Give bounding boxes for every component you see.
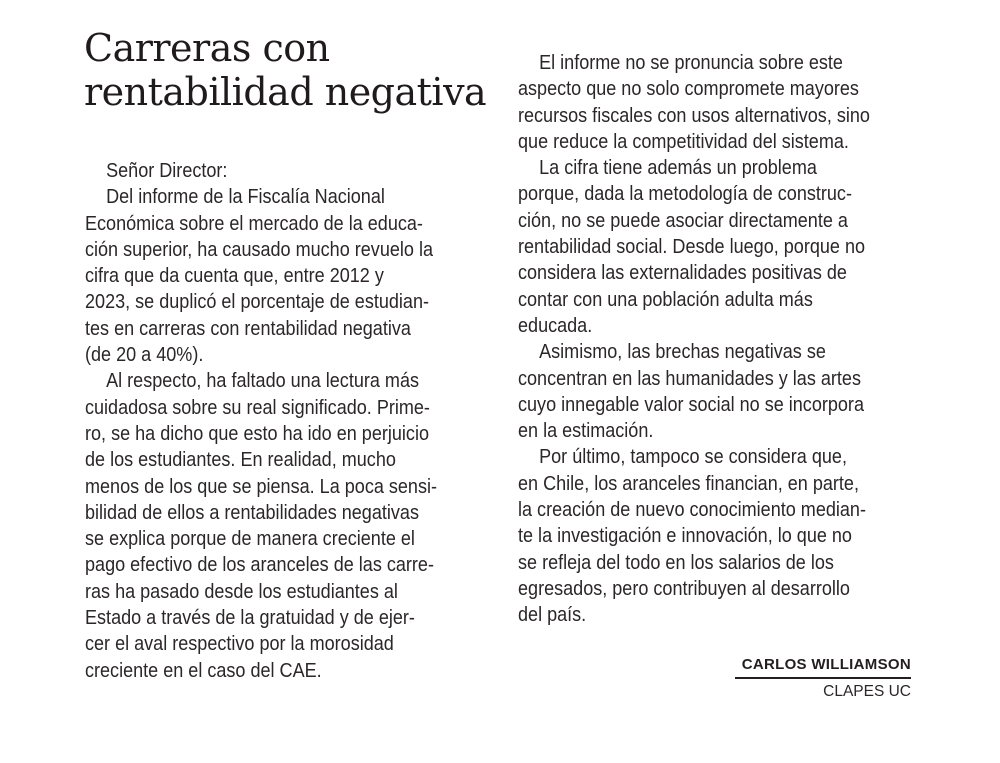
text-line: que reduce la competitividad del sistema.: [518, 129, 849, 153]
text-line: creciente en el caso del CAE.: [85, 658, 322, 682]
text-line: del país.: [518, 603, 587, 627]
text-line: concentran en las humanidades y las artes: [518, 366, 861, 390]
right-column: [518, 50, 914, 629]
text-line: Del informe de la Fiscalía Nacional: [106, 185, 385, 209]
text-line: educada.: [518, 313, 593, 337]
text-line: ras ha pasado desde los estudiantes al: [85, 579, 398, 603]
text-line: Estado a través de la gratuidad y de ejer-: [85, 606, 415, 630]
author-organization: CLAPES UC: [823, 683, 911, 700]
text-line: se explica porque de manera creciente el: [85, 527, 415, 551]
text-line: egresados, pero contribuyen al desarrollo: [518, 576, 850, 600]
text-line: cifra que da cuenta que, entre 2012 y: [85, 264, 384, 288]
text-line: (de 20 a 40%).: [85, 343, 204, 367]
text-line: cuidadosa sobre su real significado. Prime-: [85, 395, 430, 419]
text-line: bilidad de ellos a rentabilidades negativas: [85, 500, 419, 524]
text-line: La cifra tiene además un problema: [539, 156, 817, 180]
text-line: Asimismo, las brechas negativas se: [539, 340, 826, 364]
text-line: ción, no se puede asociar directamente a: [518, 208, 848, 232]
signature-block: [735, 656, 911, 701]
text-line: El informe no se pronuncia sobre este: [539, 51, 843, 74]
text-line: ción superior, ha causado mucho revuelo la: [85, 237, 433, 261]
text-line: Económica sobre el mercado de la educa-: [85, 211, 423, 235]
text-line: de los estudiantes. En realidad, mucho: [85, 448, 396, 472]
text-line: tes en carreras con rentabilidad negativa: [85, 316, 411, 340]
text-line: en Chile, los aranceles financian, en parte,: [518, 471, 859, 495]
text-line: 2023, se duplicó el porcentaje de estudian-: [85, 290, 430, 314]
text-line: cer el aval respectivo por la morosidad: [85, 632, 394, 656]
author-name: CARLOS WILLIAMSON: [735, 656, 911, 679]
text-line: Al respecto, ha faltado una lectura más: [106, 369, 420, 393]
text-line: recursos fiscales con usos alternativos, sino: [518, 103, 870, 127]
text-line: contar con una población adulta más: [518, 287, 813, 311]
text-line: cuyo innegable valor social no se incorpora: [518, 392, 864, 416]
text-line: considera las externalidades positivas de: [518, 261, 847, 285]
text-line: se refleja del todo en los salarios de los: [518, 550, 834, 574]
text-line: Por último, tampoco se considera que,: [539, 445, 847, 469]
article-title: [84, 26, 504, 114]
text-line: rentabilidad social. Desde luego, porque no: [518, 235, 866, 259]
text-line: te la investigación e innovación, lo que no: [518, 524, 852, 548]
text-line: en la estimación.: [518, 419, 654, 443]
text-line: aspecto que no solo compromete mayores: [518, 77, 859, 101]
text-line: Señor Director:: [106, 159, 228, 182]
text-line: porque, dada la metodología de construc-: [518, 182, 852, 206]
text-line: ro, se ha dicho que esto ha ido en perjuicio: [85, 421, 429, 445]
title-line-2: rentabilidad negativa: [84, 70, 487, 114]
text-line: la creación de nuevo conocimiento median-: [518, 498, 866, 522]
left-column: [85, 158, 472, 684]
title-line-1: Carreras con: [84, 26, 330, 70]
text-line: menos de los que se piensa. La poca sensi-: [85, 474, 438, 498]
text-line: pago efectivo de los aranceles de las carre-: [85, 553, 434, 577]
